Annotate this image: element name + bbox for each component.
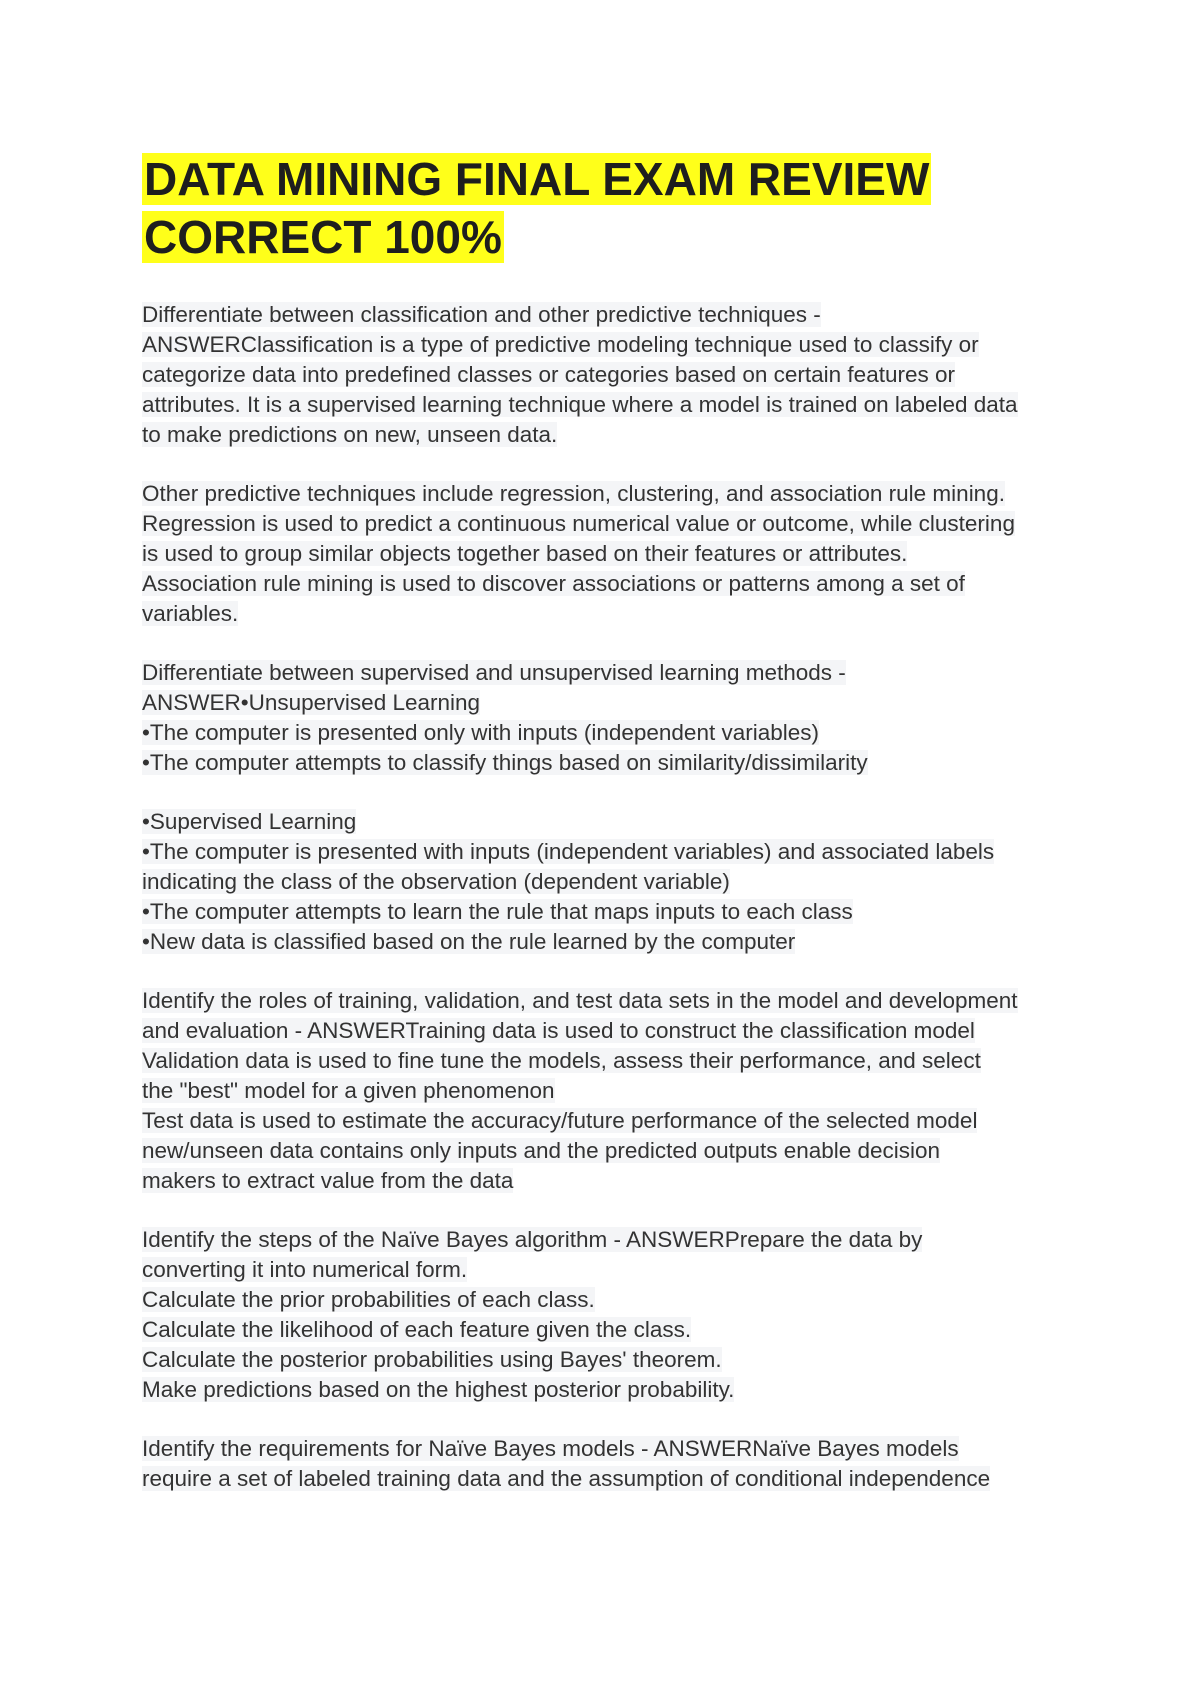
text-line-content: new/unseen data contains only inputs and the predicted outputs enable decision (142, 1138, 941, 1163)
text-line (142, 1375, 1082, 1405)
text-line-content: attributes. It is a supervised learning technique where a model is trained on labeled data (142, 392, 1018, 417)
title-line-2: CORRECT 100% (144, 211, 502, 263)
document-title (142, 150, 1082, 266)
text-line-content: converting it into numerical form. (142, 1257, 468, 1282)
text-line (142, 1016, 1082, 1046)
text-line (142, 1315, 1082, 1345)
text-line (142, 569, 1082, 599)
document-page (142, 150, 1082, 1523)
text-line-content: makers to extract value from the data (142, 1168, 514, 1193)
text-line-content: Identify the roles of training, validation, and test data sets in the model and development (142, 988, 1018, 1013)
text-line-content: categorize data into predefined classes or categories based on certain features or (142, 362, 955, 387)
text-line (142, 837, 1082, 867)
text-line-content: •The computer is presented only with inputs (independent variables) (142, 720, 819, 745)
text-line (142, 897, 1082, 927)
text-line (142, 986, 1082, 1016)
text-line-content: Other predictive techniques include regression, clustering, and association rule mining. (142, 481, 1005, 506)
text-line-content: •New data is classified based on the rule learned by the computer (142, 929, 796, 954)
title-line-1: DATA MINING FINAL EXAM REVIEW (144, 153, 930, 205)
text-line (142, 420, 1082, 450)
text-line (142, 658, 1082, 688)
text-line (142, 1076, 1082, 1106)
text-line-content: Calculate the posterior probabilities using Bayes' theorem. (142, 1347, 722, 1372)
text-line-content: Regression is used to predict a continuous numerical value or outcome, while clustering (142, 511, 1015, 536)
text-line-content: and evaluation - ANSWERTraining data is used to construct the classification model (142, 1018, 975, 1043)
text-line (142, 748, 1082, 778)
qa-block (142, 1225, 1082, 1405)
text-line (142, 1255, 1082, 1285)
text-line (142, 1285, 1082, 1315)
text-line (142, 1434, 1082, 1464)
text-line-content: is used to group similar objects together based on their features or attributes. (142, 541, 908, 566)
text-line (142, 1464, 1082, 1494)
text-line (142, 867, 1082, 897)
text-line (142, 479, 1082, 509)
text-line-content: the "best" model for a given phenomenon (142, 1078, 555, 1103)
text-line (142, 599, 1082, 629)
text-line (142, 1046, 1082, 1076)
text-line-content: ANSWERClassification is a type of predictive modeling technique used to classify or (142, 332, 979, 357)
text-line (142, 1225, 1082, 1255)
text-line (142, 1166, 1082, 1196)
text-line-content: •The computer attempts to classify things based on similarity/dissimilarity (142, 750, 868, 775)
text-line-content: Differentiate between supervised and unsupervised learning methods - (142, 660, 846, 685)
text-line (142, 390, 1082, 420)
text-line-content: Validation data is used to fine tune the models, assess their performance, and select (142, 1048, 981, 1073)
text-line-content: Test data is used to estimate the accuracy/future performance of the selected model (142, 1108, 978, 1133)
qa-block (142, 479, 1082, 629)
text-line (142, 1136, 1082, 1166)
text-line-content: to make predictions on new, unseen data. (142, 422, 558, 447)
text-line-content: •Supervised Learning (142, 809, 357, 834)
text-line (142, 1345, 1082, 1375)
text-line-content: •The computer is presented with inputs (independent variables) and associated labels (142, 839, 995, 864)
qa-block (142, 1434, 1082, 1494)
text-line-content: Calculate the likelihood of each feature given the class. (142, 1317, 692, 1342)
qa-block (142, 986, 1082, 1196)
text-line-content: Association rule mining is used to discover associations or patterns among a set of (142, 571, 965, 596)
text-line-content: Differentiate between classification and other predictive techniques - (142, 302, 821, 327)
text-line-content: indicating the class of the observation (dependent variable) (142, 869, 730, 894)
text-line-content: require a set of labeled training data and the assumption of conditional independence (142, 1466, 991, 1491)
text-line (142, 509, 1082, 539)
text-line-content: •The computer attempts to learn the rule that maps inputs to each class (142, 899, 853, 924)
text-line (142, 330, 1082, 360)
text-line (142, 688, 1082, 718)
qa-list (142, 300, 1082, 1494)
text-line-content: Identify the requirements for Naïve Bayes models - ANSWERNaïve Bayes models (142, 1436, 959, 1461)
text-line (142, 539, 1082, 569)
text-line-content: Identify the steps of the Naïve Bayes algorithm - ANSWERPrepare the data by (142, 1227, 923, 1252)
text-line (142, 718, 1082, 748)
text-line (142, 1106, 1082, 1136)
text-line (142, 360, 1082, 390)
qa-block (142, 658, 1082, 778)
qa-block (142, 300, 1082, 450)
text-line-content: Calculate the prior probabilities of each class. (142, 1287, 595, 1312)
qa-block (142, 807, 1082, 957)
text-line (142, 300, 1082, 330)
text-line-content: variables. (142, 601, 239, 626)
text-line (142, 927, 1082, 957)
text-line-content: Make predictions based on the highest posterior probability. (142, 1377, 735, 1402)
text-line-content: ANSWER•Unsupervised Learning (142, 690, 481, 715)
text-line (142, 807, 1082, 837)
